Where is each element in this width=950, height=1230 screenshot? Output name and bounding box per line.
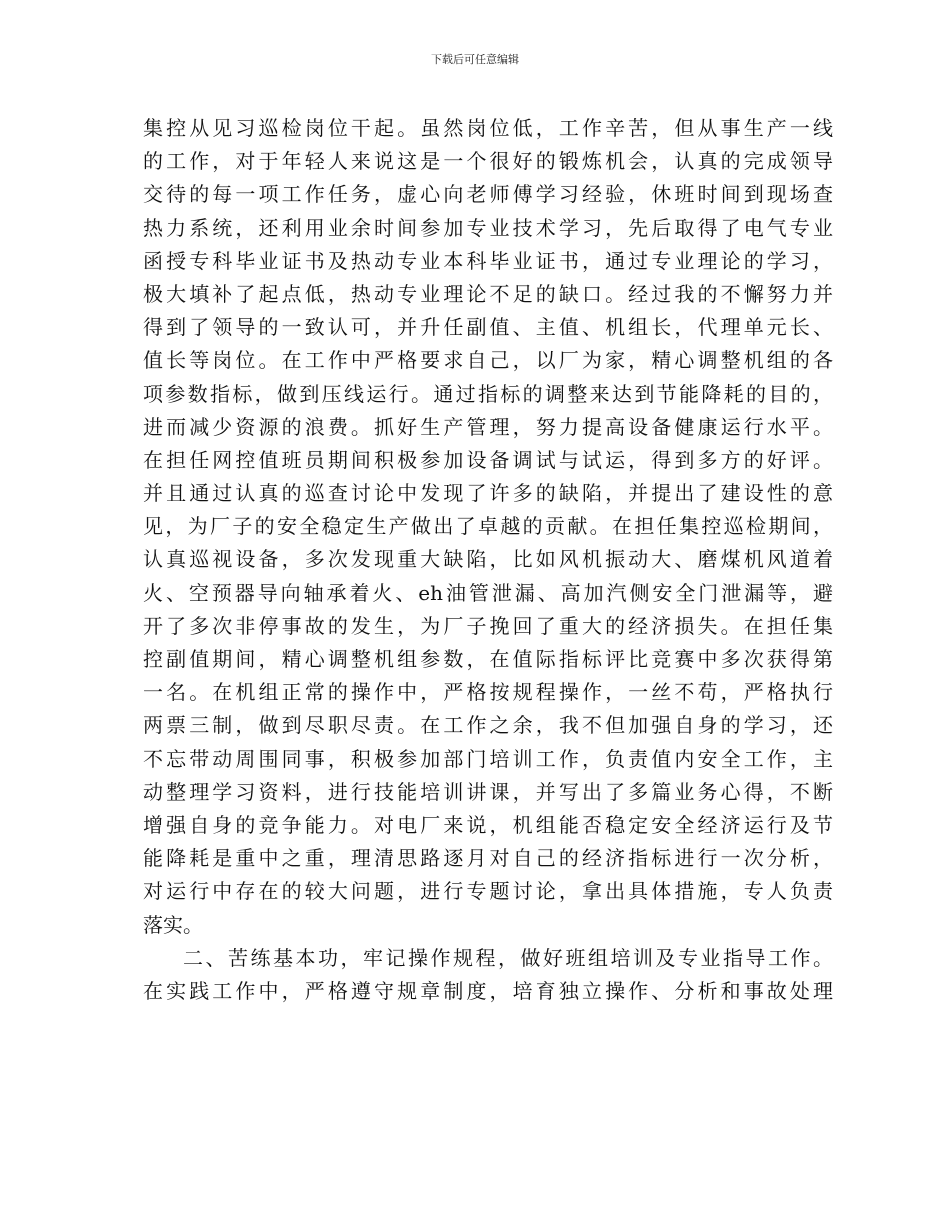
text-line: 增强自身的竞争能力。对电厂来说，机组能否稳定安全经济运行及节 <box>143 812 833 837</box>
text-line: 两票三制，做到尽职尽责。在工作之余，我不但加强自身的学习，还 <box>143 713 833 738</box>
text-line: 认真巡视设备，多次发现重大缺陷，比如风机振动大、磨煤机风道着 <box>143 547 833 572</box>
text-line: 一名。在机组正常的操作中，严格按规程操作，一丝不苟，严格执行 <box>143 680 833 705</box>
text-line: 火、空预器导向轴承着火、eh油管泄漏、高加汽侧安全门泄漏等，避 <box>143 580 833 605</box>
document-body <box>143 112 833 1008</box>
text-line: 不忘带动周围同事，积极参加部门培训工作，负责值内安全工作，主 <box>143 746 833 771</box>
text-line: 对运行中存在的较大问题，进行专题讨论，拿出具体措施，专人负责 <box>143 879 833 904</box>
text-line: 落实。 <box>143 912 203 937</box>
text-line: 项参数指标，做到压线运行。通过指标的调整来达到节能降耗的目的， <box>143 381 833 406</box>
text-line: 进而减少资源的浪费。抓好生产管理，努力提高设备健康运行水平。 <box>143 414 833 439</box>
paragraph-1 <box>143 112 833 942</box>
text-line: 函授专科毕业证书及热动专业本科毕业证书，通过专业理论的学习， <box>143 248 833 273</box>
text-line: 的工作，对于年轻人来说这是一个很好的锻炼机会，认真的完成领导 <box>143 149 833 174</box>
text-line: 见，为厂子的安全稳定生产做出了卓越的贡献。在担任集控巡检期间， <box>143 514 833 539</box>
text-line: 在实践工作中，严格遵守规章制度，培育独立操作、分析和事故处理 <box>143 978 833 1003</box>
text-line: 能降耗是重中之重，理清思路逐月对自己的经济指标进行一次分析， <box>143 846 833 871</box>
text-line: 并且通过认真的巡查讨论中发现了许多的缺陷，并提出了建设性的意 <box>143 481 833 506</box>
text-line: 开了多次非停事故的发生，为厂子挽回了重大的经济损失。在担任集 <box>143 613 833 638</box>
text-line: 得到了领导的一致认可，并升任副值、主值、机组长，代理单元长、 <box>143 315 833 340</box>
text-line: 交待的每一项工作任务，虚心向老师傅学习经验，休班时间到现场查 <box>143 182 833 207</box>
text-line: 动整理学习资料，进行技能培训讲课，并写出了多篇业务心得，不断 <box>143 779 833 804</box>
text-line: 集控从见习巡检岗位干起。虽然岗位低，工作辛苦，但从事生产一线 <box>143 116 833 140</box>
text-line: 热力系统，还利用业余时间参加专业技术学习，先后取得了电气专业 <box>143 215 833 240</box>
text-line: 在担任网控值班员期间积极参加设备调试与试运，得到多方的好评。 <box>143 447 833 472</box>
paragraph-2 <box>143 942 833 1008</box>
text-line: 值长等岗位。在工作中严格要求自己，以厂为家，精心调整机组的各 <box>143 348 833 373</box>
page-header: 下载后可任意编辑 <box>431 53 519 66</box>
text-line: 控副值期间，精心调整机组参数，在值际指标评比竞赛中多次获得第 <box>143 647 833 671</box>
section-heading-line: 二、苦练基本功，牢记操作规程，做好班组培训及专业指导工作。 <box>183 945 833 970</box>
text-line: 极大填补了起点低，热动专业理论不足的缺口。经过我的不懈努力并 <box>143 281 833 306</box>
